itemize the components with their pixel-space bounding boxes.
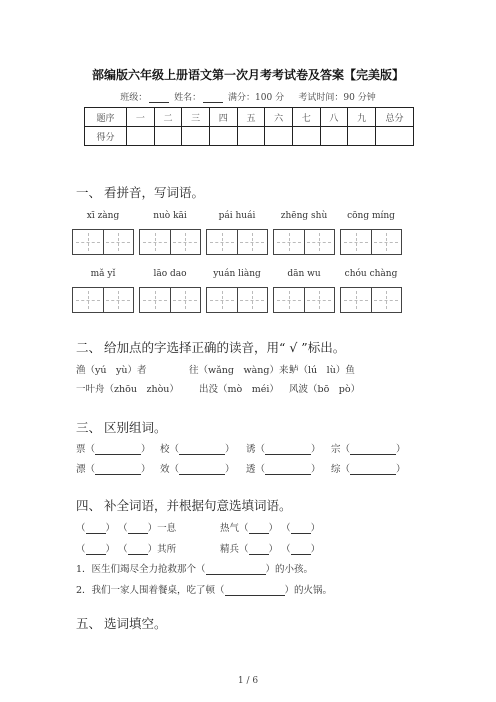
word-group-item[interactable] xyxy=(76,441,151,455)
exam-time: 考试时间：90 分钟 xyxy=(298,93,376,103)
score-header-cell: 四 xyxy=(209,108,237,127)
score-cell[interactable] xyxy=(320,127,348,146)
score-cell[interactable] xyxy=(209,127,237,146)
section-number: 一、 xyxy=(76,185,102,200)
pinyin: xī zàng xyxy=(86,211,120,221)
section-2-heading xyxy=(76,338,345,356)
pinyin: dān wu xyxy=(287,269,321,279)
paren-open: （ xyxy=(239,544,249,555)
score-cell[interactable] xyxy=(265,127,293,146)
score-cell[interactable] xyxy=(182,127,210,146)
section-title: 选词填空。 xyxy=(104,616,167,631)
idiom-text: 热气 xyxy=(220,523,240,534)
exam-info xyxy=(0,90,496,103)
word-close: ） xyxy=(225,464,235,475)
answer-blank[interactable] xyxy=(265,465,311,475)
word-group-item[interactable] xyxy=(76,461,151,475)
writing-grid[interactable] xyxy=(273,287,335,313)
reading-option[interactable]: 一叶舟（zhōu zhòu） xyxy=(76,384,179,395)
pinyin: chóu chàng xyxy=(344,269,398,279)
score-table-header xyxy=(85,108,414,127)
word-close: ） xyxy=(141,464,151,475)
answer-blank[interactable] xyxy=(350,445,396,455)
score-header-cell: 三 xyxy=(182,108,210,127)
section-title: 给加点的字选择正确的读音，用“ √ ”标出。 xyxy=(104,340,346,355)
idiom-fill[interactable] xyxy=(76,541,176,555)
score-table xyxy=(84,107,414,146)
writing-grid[interactable] xyxy=(72,287,134,313)
word-group-item[interactable] xyxy=(246,461,321,475)
pinyin: yuán liàng xyxy=(213,269,261,279)
writing-grid[interactable] xyxy=(139,287,201,313)
paren-open: （ xyxy=(118,544,128,555)
paren-open: （ xyxy=(281,523,291,534)
answer-blank[interactable] xyxy=(249,524,269,534)
reading-option[interactable]: 风波（bō pò） xyxy=(289,384,361,395)
writing-grid[interactable] xyxy=(206,287,268,313)
paren-open: （ xyxy=(239,523,249,534)
answer-blank[interactable] xyxy=(95,445,141,455)
answer-blank[interactable] xyxy=(179,465,225,475)
reading-option[interactable]: 出没（mò méi） xyxy=(199,384,279,395)
section-title: 区别组词。 xyxy=(104,420,167,435)
score-header-cell: 二 xyxy=(154,108,182,127)
writing-grid[interactable] xyxy=(206,229,268,255)
word-close: ） xyxy=(141,444,151,455)
sentence-text: 1．医生们竭尽全力抢救那个（ xyxy=(76,564,206,575)
idiom-fill[interactable] xyxy=(220,520,320,534)
paren-close: ） xyxy=(147,544,158,555)
word-group-item[interactable] xyxy=(331,461,406,475)
answer-blank[interactable] xyxy=(249,545,269,555)
answer-blank[interactable] xyxy=(128,545,148,555)
paren-close: ） xyxy=(268,544,279,555)
paren-open: （ xyxy=(76,544,86,555)
score-row-label: 得分 xyxy=(85,127,127,146)
answer-blank[interactable] xyxy=(95,465,141,475)
pinyin: nuò kāi xyxy=(153,211,187,221)
writing-grid[interactable] xyxy=(273,229,335,255)
writing-grid[interactable] xyxy=(340,229,402,255)
paren-close: ） xyxy=(105,544,116,555)
pinyin: mǎ yǐ xyxy=(90,269,116,279)
score-cell[interactable] xyxy=(237,127,265,146)
paren-open: （ xyxy=(118,523,128,534)
answer-blank[interactable] xyxy=(86,545,106,555)
answer-blank[interactable] xyxy=(350,465,396,475)
section-number: 三、 xyxy=(76,420,102,435)
sentence-fill-1[interactable] xyxy=(76,561,313,575)
section-5-heading xyxy=(76,614,167,632)
word-group-item[interactable] xyxy=(160,461,235,475)
score-header-cell: 五 xyxy=(237,108,265,127)
answer-blank[interactable] xyxy=(206,565,266,575)
score-header-cell: 九 xyxy=(348,108,376,127)
word-close: ） xyxy=(311,444,321,455)
score-cell[interactable] xyxy=(154,127,182,146)
answer-blank[interactable] xyxy=(179,445,225,455)
section-number: 五、 xyxy=(76,616,102,631)
paren-open: （ xyxy=(281,544,291,555)
writing-grid[interactable] xyxy=(340,287,402,313)
word-prompt: 诱（ xyxy=(246,444,266,455)
word-prompt: 校（ xyxy=(160,444,180,455)
answer-blank[interactable] xyxy=(128,524,148,534)
reading-option[interactable]: 往（wǎng wàng）来 xyxy=(189,365,289,376)
answer-blank[interactable] xyxy=(291,545,311,555)
paren-close: ） xyxy=(147,523,158,534)
score-header-cell: 七 xyxy=(292,108,320,127)
class-label: 班级： xyxy=(120,93,148,103)
name-blank[interactable] xyxy=(203,93,223,103)
section-3-heading xyxy=(76,418,167,436)
idiom-fill[interactable] xyxy=(220,541,320,555)
word-close: ） xyxy=(225,444,235,455)
word-prompt: 漂（ xyxy=(76,464,96,475)
full-score: 满分：100 分 xyxy=(228,93,285,103)
score-header-cell: 一 xyxy=(127,108,155,127)
score-cell[interactable] xyxy=(376,127,414,146)
idiom-fill[interactable] xyxy=(76,520,176,534)
name-label: 姓名： xyxy=(174,93,202,103)
sentence-text: ）的火锅。 xyxy=(284,585,333,596)
score-cell[interactable] xyxy=(348,127,376,146)
score-header-cell: 八 xyxy=(320,108,348,127)
pinyin: pái huái xyxy=(218,211,256,221)
word-close: ） xyxy=(311,464,321,475)
pinyin: cōng míng xyxy=(347,211,395,221)
word-prompt: 效（ xyxy=(160,464,180,475)
sentence-fill-2[interactable] xyxy=(76,582,332,596)
paren-open: （ xyxy=(76,523,86,534)
pinyin: zhēng shù xyxy=(280,211,328,221)
pinyin: lāo dao xyxy=(153,269,187,279)
word-prompt: 票（ xyxy=(76,444,96,455)
writing-grid[interactable] xyxy=(72,229,134,255)
answer-blank[interactable] xyxy=(291,524,311,534)
word-group-item[interactable] xyxy=(246,441,321,455)
word-prompt: 宗（ xyxy=(331,444,351,455)
score-cell[interactable] xyxy=(127,127,155,146)
word-close: ） xyxy=(396,464,406,475)
answer-blank[interactable] xyxy=(265,445,311,455)
writing-grid[interactable] xyxy=(139,229,201,255)
sentence-text: ）的小孩。 xyxy=(265,564,314,575)
word-close: ） xyxy=(396,444,406,455)
section-title: 看拼音，写词语。 xyxy=(104,185,205,200)
section-1-heading xyxy=(76,183,204,201)
section-title: 补全词语，并根据句意选填词语。 xyxy=(104,498,292,513)
idiom-text: 精兵 xyxy=(220,544,240,555)
score-cell[interactable] xyxy=(292,127,320,146)
reading-option[interactable]: 渔（yú yù）者 xyxy=(76,365,147,376)
score-header-cell: 总分 xyxy=(376,108,414,127)
idiom-text: 其所 xyxy=(157,544,177,555)
paren-close: ） xyxy=(105,523,116,534)
section-number: 四、 xyxy=(76,498,102,513)
word-group-item[interactable] xyxy=(160,441,235,455)
answer-blank[interactable] xyxy=(225,586,285,596)
word-group-item[interactable] xyxy=(331,441,406,455)
class-blank[interactable] xyxy=(149,93,169,103)
section-number: 二、 xyxy=(76,340,102,355)
page-title: 部编版六年级上册语文第一次月考考试卷及答案【完美版】 xyxy=(91,68,404,82)
paren-close: ） xyxy=(268,523,279,534)
paren-close: ） xyxy=(310,523,321,534)
answer-blank[interactable] xyxy=(86,524,106,534)
score-header-cell: 题序 xyxy=(85,108,127,127)
idiom-text: 一息 xyxy=(157,523,177,534)
reading-option[interactable]: 鲈（lú lù）鱼 xyxy=(289,365,355,376)
word-prompt: 综（ xyxy=(331,464,351,475)
word-prompt: 透（ xyxy=(246,464,266,475)
score-table-row xyxy=(85,127,414,146)
score-header-cell: 六 xyxy=(265,108,293,127)
sentence-text: 2．我们一家人围着餐桌，吃了顿（ xyxy=(76,585,225,596)
section-4-heading xyxy=(76,496,292,514)
page-number: 1 / 6 xyxy=(237,676,259,686)
paren-close: ） xyxy=(310,544,321,555)
